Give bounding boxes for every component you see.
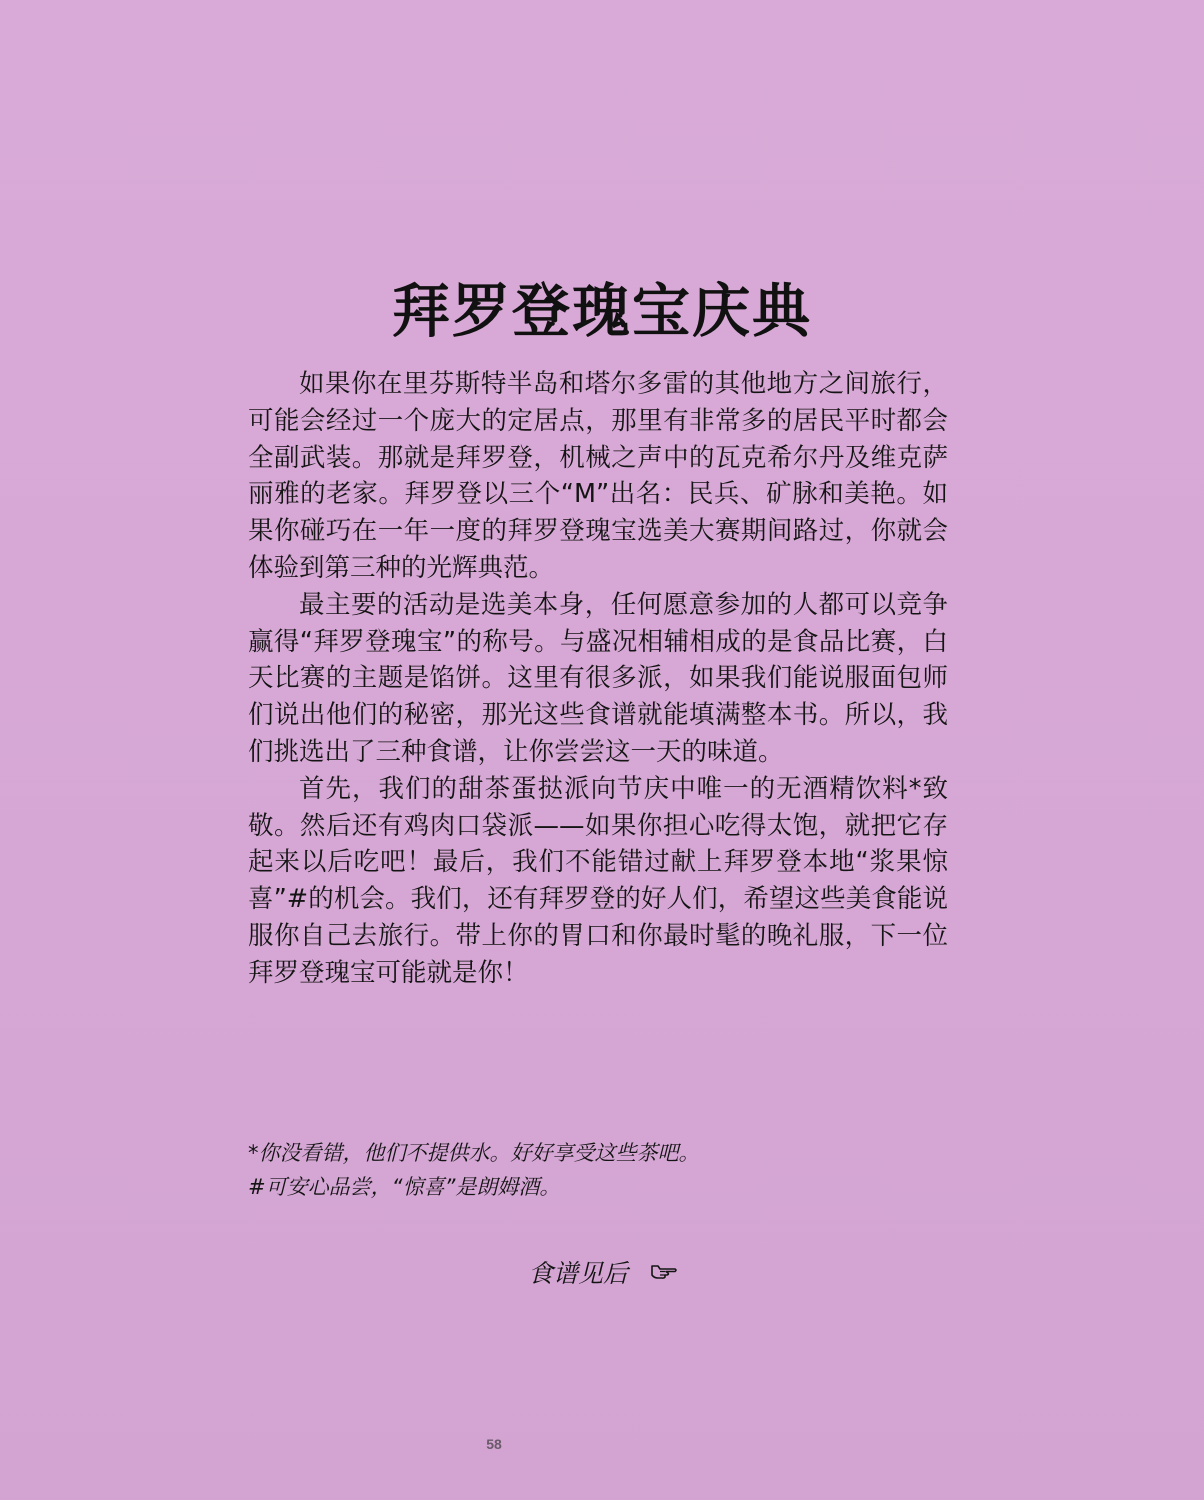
page-title: 拜罗登瑰宝庆典	[391, 276, 812, 345]
footnote-rum: #可安心品尝，“惊喜”是朗姆酒。	[248, 1175, 561, 1199]
pointing-hand-icon	[650, 1262, 678, 1282]
footnote-water: *你没看错，他们不提供水。好好享受这些茶吧。	[248, 1141, 700, 1165]
paragraph-intro: 如果你在里芬斯特半岛和塔尔多雷的其他地方之间旅行，可能会经过一个庞大的定居点，那里有非常多的居民平时都会全副武装。那就是拜罗登，机械之声中的瓦克希尔丹及维克萨丽雅的老家。拜罗登以三个“M”出名：民兵、矿脉和美艳。如果你碰巧在一年一度的拜罗登瑰宝选美大赛期间路过，你就会体验到第三种的光辉典范。	[248, 369, 948, 583]
paragraph-contest: 最主要的活动是选美本身，任何愿意参加的人都可以竞争赢得“拜罗登瑰宝”的称号。与盛况相辅相成的是食品比赛，白天比赛的主题是馅饼。这里有很多派，如果我们能说服面包师们说出他们的秘密，那光这些食谱就能填满整本书。所以，我们挑选出了三种食谱，让你尝尝这一天的味道。	[248, 589, 948, 767]
recipes-see-next-label: 食谱见后	[528, 1259, 629, 1288]
paragraph-recipes: 首先，我们的甜茶蛋挞派向节庆中唯一的无酒精饮料*致敬。然后还有鸡肉口袋派——如果你担心吃得太饱，就把它存起来以后吃吧！最后，我们不能错过献上拜罗登本地“浆果惊喜”#的机会。我们，还有拜罗登的好人们，希望这些美食能说服你自己去旅行。带上你的胃口和你最时髦的晚礼服，下一位拜罗登瑰宝可能就是你！	[248, 773, 948, 988]
footnotes	[248, 1136, 948, 1204]
article-body	[248, 366, 948, 992]
recipes-see-next	[528, 1252, 678, 1292]
page-number: 58	[486, 1436, 502, 1452]
